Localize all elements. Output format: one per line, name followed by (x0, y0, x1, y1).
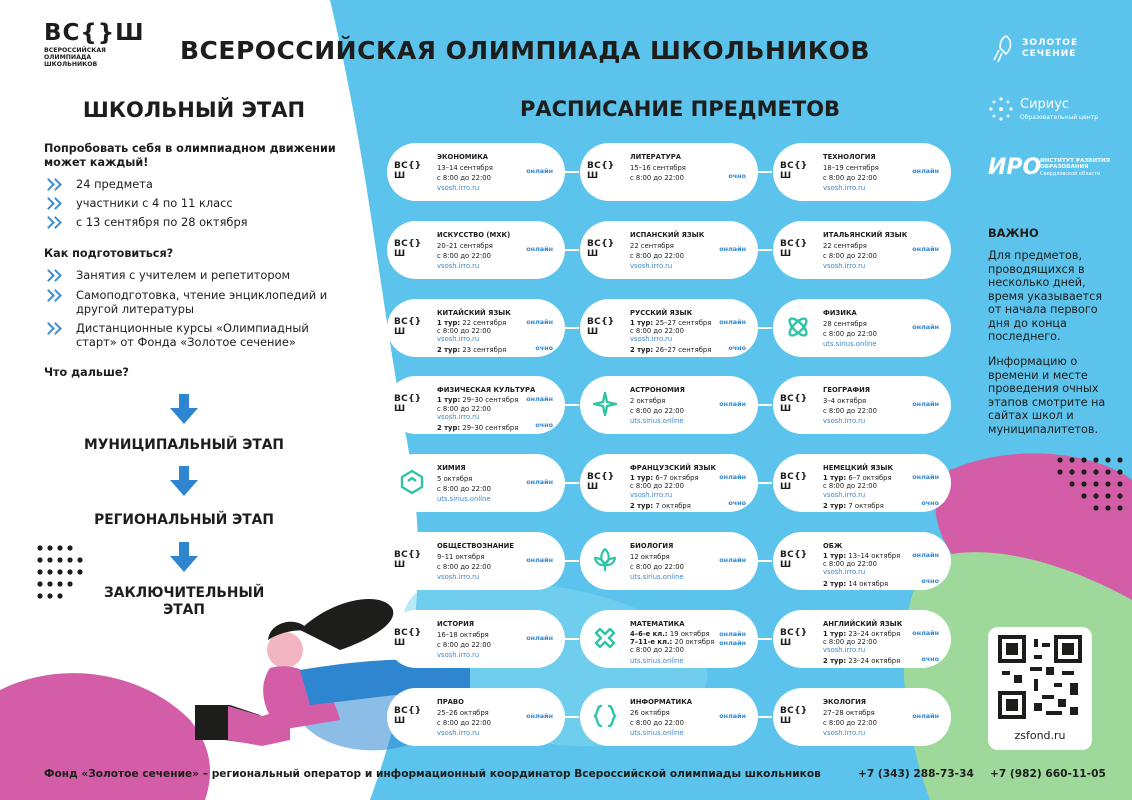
subject-card[interactable] (580, 532, 758, 590)
subject-link[interactable]: uts.sirius.online (437, 495, 491, 504)
subject-detail: 20–21 сентября (437, 241, 493, 250)
subject-name: МАТЕМАТИКА (630, 619, 685, 628)
format-badge: онлайн (526, 395, 553, 404)
subject-link[interactable]: vsosh.irro.ru (823, 646, 866, 655)
final-stage: ЗАКЛЮЧИТЕЛЬНЫЙ ЭТАП (104, 585, 265, 618)
subject-link[interactable]: vsosh.irro.ru (630, 490, 673, 499)
vsosh-logo-icon: ВС{}Ш (780, 161, 808, 181)
subject-link[interactable]: vsosh.irro.ru (437, 412, 480, 421)
subject-card[interactable] (387, 610, 565, 668)
subject-link[interactable]: vsosh.irro.ru (823, 568, 866, 577)
vsosh-logo-icon: ВС{}Ш (394, 238, 422, 259)
fact-item: с 13 сентября по 28 октября (44, 215, 344, 229)
subject-link[interactable]: uts.sirius.online (630, 728, 684, 737)
golden-section-label: ЗОЛОТОЕ СЕЧЕНИЕ (1022, 38, 1079, 59)
logo-mark: ВС{}Ш (44, 20, 145, 46)
subject-name: АСТРОНОМИЯ (630, 386, 685, 395)
card-connector (756, 482, 772, 484)
format-badge: онлайн (526, 244, 553, 253)
card-connector (563, 171, 579, 173)
iro-region: Свердловской области (1040, 171, 1101, 177)
subject-detail: с 8:00 до 22:00 (437, 251, 491, 260)
subject-link[interactable]: uts.sirius.online (823, 339, 877, 348)
important-note-2: Информацию о времени и месте проведения очных этапов смотрите на сайтах школ и муниципалитетов. (988, 355, 1106, 436)
subject-card[interactable] (387, 299, 565, 357)
format-badge: очно (728, 343, 746, 352)
subject-card[interactable] (387, 454, 565, 512)
subject-detail: с 8:00 до 22:00 (823, 560, 877, 569)
subject-detail: 2 тур: 23–24 октября (823, 657, 901, 666)
subject-detail: с 8:00 до 22:00 (630, 563, 684, 571)
subject-detail: с 8:00 до 22:00 (823, 251, 877, 260)
leaf-icon (587, 548, 623, 572)
subject-detail: с 8:00 до 22:00 (437, 174, 491, 182)
subject-detail: 15–16 сентября (630, 164, 686, 172)
qr-code-card[interactable] (988, 627, 1092, 750)
subject-card[interactable] (773, 454, 951, 512)
regional-stage: РЕГИОНАЛЬНЫЙ ЭТАП (94, 512, 274, 528)
subject-name: ОБЖ (823, 542, 843, 550)
format-badge: онлайн (912, 322, 939, 331)
subject-detail: 12 октября (630, 553, 670, 561)
subject-card[interactable] (773, 299, 951, 357)
subject-detail: 4–6-е кл.: 19 октября (630, 629, 710, 638)
subject-detail: 2 тур: 23 сентября (437, 346, 507, 355)
subject-name: ПРАВО (437, 697, 464, 706)
subject-detail: 5 октября (437, 475, 473, 484)
subject-name: ЭКОНОМИКА (437, 153, 489, 161)
subject-card[interactable] (773, 688, 951, 746)
prepare-item: Самоподготовка, чтение энциклопедий и другой литературы (44, 288, 344, 316)
subject-name: НЕМЕЦКИЙ ЯЗЫК (823, 464, 894, 473)
subject-detail: 1 тур: 6–7 октября (823, 474, 892, 483)
double-chevron-icon (44, 322, 62, 334)
subject-detail: 26 октября (630, 708, 670, 717)
subject-detail: с 8:00 до 22:00 (630, 646, 684, 655)
format-badge: онлайн (912, 711, 939, 720)
subject-detail: с 8:00 до 22:00 (437, 563, 491, 571)
subject-detail: с 8:00 до 22:00 (437, 326, 491, 335)
subject-card[interactable] (773, 221, 951, 279)
school-stage-heading: ШКОЛЬНЫЙ ЭТАП (82, 98, 306, 122)
arrow-down-icon (170, 466, 198, 496)
subject-detail: 28 сентября (823, 319, 867, 328)
subject-detail: 1 тур: 22 сентября (437, 318, 507, 327)
subject-detail: 18–19 сентября (823, 164, 879, 172)
vsosh-logo-icon: ВС{}Ш (587, 472, 615, 493)
card-connector (756, 327, 772, 329)
subject-card[interactable] (580, 610, 758, 668)
format-badge: онлайн (719, 629, 746, 638)
subject-card[interactable] (773, 532, 951, 590)
subject-detail: с 8:00 до 22:00 (823, 718, 877, 727)
vsosh-logo-icon: ВС{}Ш (394, 550, 422, 570)
subject-name: ОБЩЕСТВОЗНАНИЕ (437, 542, 514, 550)
subject-link[interactable]: vsosh.irro.ru (823, 490, 866, 499)
vsosh-logo-icon: ВС{}Ш (394, 627, 422, 648)
vsosh-logo-icon: ВС{}Ш (394, 394, 422, 415)
footer-phone-1[interactable]: +7 (343) 288-73-34 (858, 768, 974, 780)
subject-link[interactable]: vsosh.irro.ru (437, 334, 480, 343)
subject-detail: с 8:00 до 22:00 (630, 407, 684, 416)
subject-name: ИТАЛЬЯНСКИЙ ЯЗЫК (823, 230, 908, 239)
subject-name: КИТАЙСКИЙ ЯЗЫК (437, 308, 511, 317)
vsosh-logo-icon: ВС{}Ш (780, 627, 808, 648)
format-badge: онлайн (719, 556, 746, 564)
format-badge: онлайн (719, 400, 746, 409)
subject-detail: с 8:00 до 22:00 (823, 174, 877, 182)
double-chevron-icon (44, 178, 62, 190)
subject-detail: 2 тур: 14 октября (823, 579, 889, 588)
subject-name: ЭКОЛОГИЯ (823, 697, 866, 706)
subject-detail: 13–14 сентября (437, 164, 493, 172)
card-connector (756, 249, 772, 251)
arrow-down-icon (170, 542, 198, 572)
subject-card[interactable] (580, 299, 758, 357)
format-badge: онлайн (912, 551, 939, 559)
subject-detail: с 8:00 до 22:00 (630, 251, 684, 260)
fact-item: участники с 4 по 11 класс (44, 196, 344, 210)
subject-detail: с 8:00 до 22:00 (630, 482, 684, 491)
subject-detail: с 8:00 до 22:00 (437, 640, 491, 649)
format-badge: онлайн (719, 317, 746, 326)
format-badge: онлайн (912, 244, 939, 253)
subject-card[interactable] (387, 143, 565, 201)
format-badge: онлайн (526, 711, 553, 720)
subject-detail: с 8:00 до 22:00 (823, 482, 877, 491)
subject-detail: с 8:00 до 22:00 (823, 407, 877, 416)
subject-link[interactable]: uts.sirius.online (630, 573, 684, 581)
subject-detail: 16–18 октября (437, 630, 489, 639)
vsosh-logo-icon: ВС{}Ш (780, 238, 808, 259)
subject-name: ГЕОГРАФИЯ (823, 386, 870, 395)
next-question: Что дальше? (44, 366, 129, 379)
format-badge: онлайн (719, 638, 746, 647)
double-chevron-icon (44, 269, 62, 281)
subject-detail: 7–11-е кл.: 20 октября (630, 637, 715, 646)
subject-detail: 25–26 октября (437, 708, 489, 717)
double-chevron-icon (44, 289, 62, 301)
iro-sublabel: ИНСТИТУТ РАЗВИТИЯ ОБРАЗОВАНИЯ (1040, 158, 1111, 171)
subject-name: ЛИТЕРАТУРА (630, 153, 681, 161)
vsosh-logo-icon: ВС{}Ш (394, 316, 422, 337)
card-connector (563, 638, 579, 640)
logo-text: ВСЕРОССИЙСКАЯ ОЛИМПИАДА ШКОЛЬНИКОВ (44, 47, 106, 68)
card-connector (563, 327, 579, 329)
subject-card[interactable] (580, 688, 758, 746)
format-badge: онлайн (912, 400, 939, 409)
subject-link[interactable]: vsosh.irro.ru (437, 184, 480, 192)
qr-code-icon (998, 635, 1082, 719)
card-connector (756, 171, 772, 173)
schedule-heading: РАСПИСАНИЕ ПРЕДМЕТОВ (519, 97, 841, 121)
subject-detail: 27–28 октября (823, 708, 875, 717)
subject-detail: 9–11 октября (437, 553, 485, 561)
subject-card[interactable] (387, 221, 565, 279)
subject-card[interactable] (580, 376, 758, 434)
subject-detail: с 8:00 до 22:00 (437, 718, 491, 727)
subject-card[interactable] (580, 143, 758, 201)
subject-name: ИНФОРМАТИКА (630, 697, 693, 706)
subject-name: ИСТОРИЯ (437, 619, 474, 628)
important-heading: ВАЖНО (988, 226, 1039, 240)
card-connector (563, 716, 579, 718)
subject-detail: 2 тур: 7 октября (630, 501, 691, 510)
vsosh-logo-icon: ВС{}Ш (780, 705, 808, 726)
important-note-1: Для предметов, проводящихся в несколько дней, время указывается от начала первого дня до конца последнего. (988, 249, 1103, 343)
double-chevron-icon (44, 216, 62, 228)
subject-link[interactable]: vsosh.irro.ru (437, 650, 480, 659)
card-connector (756, 716, 772, 718)
subject-detail: 1 тур: 25–27 сентября (630, 318, 712, 327)
prepare-question: Как подготовиться? (44, 247, 174, 260)
format-badge: онлайн (912, 473, 939, 482)
sirius-label: Сириус (1020, 97, 1070, 112)
format-badge: очно (728, 172, 746, 180)
vsosh-logo-icon: ВС{}Ш (587, 161, 615, 181)
subject-detail: с 8:00 до 22:00 (823, 329, 877, 338)
subject-detail: с 8:00 до 22:00 (823, 637, 877, 646)
cross-icon (587, 626, 623, 650)
vsosh-logo-icon: ВС{}Ш (780, 550, 808, 570)
subject-card[interactable] (387, 376, 565, 434)
subject-card[interactable] (387, 532, 565, 590)
format-badge: онлайн (526, 478, 553, 487)
format-badge: онлайн (526, 167, 553, 175)
footer-phone-2[interactable]: +7 (982) 660-11-05 (990, 768, 1106, 780)
subject-name: ТЕХНОЛОГИЯ (823, 153, 876, 161)
hexagon-icon (394, 470, 430, 494)
card-connector (563, 404, 579, 406)
intro-text: Попробовать себя в олимпиадном движении может каждый! (44, 142, 336, 169)
card-connector (756, 638, 772, 640)
subject-name: БИОЛОГИЯ (630, 542, 674, 550)
subject-detail: 22 сентября (823, 241, 867, 250)
subject-card[interactable] (580, 454, 758, 512)
subject-detail: 2 тур: 26–27 сентября (630, 346, 712, 355)
iro-label: ИРО (988, 155, 1042, 180)
format-badge: очно (921, 499, 939, 508)
footer-text: Фонд «Золотое сечение» – региональный оператор и информационный координатор Всероссийской олимпиады школьников (44, 768, 821, 780)
subject-detail: 2 тур: 7 октября (823, 501, 884, 510)
format-badge: очно (535, 421, 553, 430)
arrow-down-icon (170, 394, 198, 424)
card-connector (756, 404, 772, 406)
subject-link[interactable]: vsosh.irro.ru (823, 184, 866, 192)
subject-card[interactable] (387, 688, 565, 746)
subject-detail: с 8:00 до 22:00 (437, 485, 491, 494)
subject-detail: 1 тур: 23–24 октября (823, 629, 901, 638)
format-badge: онлайн (526, 633, 553, 642)
format-badge: очно (535, 343, 553, 352)
subject-link[interactable]: vsosh.irro.ru (630, 334, 673, 343)
subject-link[interactable]: vsosh.irro.ru (437, 573, 480, 581)
card-connector (756, 560, 772, 562)
card-connector (563, 560, 579, 562)
format-badge: онлайн (719, 473, 746, 482)
double-chevron-icon (44, 197, 62, 209)
vsosh-logo-icon: ВС{}Ш (394, 161, 422, 181)
format-badge: очно (921, 654, 939, 663)
prepare-item: Дистанционные курсы «Олимпиадный старт» от Фонда «Золотое сечение» (44, 321, 344, 349)
format-badge: онлайн (912, 628, 939, 637)
subject-detail: с 8:00 до 22:00 (630, 326, 684, 335)
format-badge: очно (728, 499, 746, 508)
subject-detail: 3–4 октября (823, 397, 867, 406)
fact-item: 24 предмета (44, 177, 344, 191)
subject-link[interactable]: vsosh.irro.ru (630, 261, 673, 270)
subject-name: ФИЗИКА (823, 308, 857, 317)
subject-detail: 2 октября (630, 397, 666, 406)
subject-name: ХИМИЯ (437, 464, 466, 473)
subject-name: ИСКУССТВО (МХК) (437, 230, 511, 239)
olympiad-logo (44, 22, 154, 68)
format-badge: онлайн (912, 167, 939, 175)
subject-link[interactable]: vsosh.irro.ru (823, 261, 866, 270)
page-title: ВСЕРОССИЙСКАЯ ОЛИМПИАДА ШКОЛЬНИКОВ (180, 36, 870, 65)
sirius-star-icon (988, 96, 1014, 122)
subject-link[interactable]: uts.sirius.online (630, 417, 684, 426)
vsosh-logo-icon: ВС{}Ш (394, 705, 422, 726)
card-connector (563, 482, 579, 484)
subject-link[interactable]: vsosh.irro.ru (437, 261, 480, 270)
vsosh-logo-icon: ВС{}Ш (780, 472, 808, 493)
format-badge: онлайн (719, 244, 746, 253)
subject-detail: с 8:00 до 22:00 (630, 718, 684, 727)
subject-name: РУССКИЙ ЯЗЫК (630, 308, 693, 317)
atom-icon (780, 315, 816, 339)
vsosh-logo-icon: ВС{}Ш (587, 238, 615, 259)
subject-name: ИСПАНСКИЙ ЯЗЫК (630, 230, 705, 239)
subject-detail: с 8:00 до 22:00 (437, 404, 491, 413)
subject-link[interactable]: vsosh.irro.ru (823, 728, 866, 737)
subject-card[interactable] (773, 143, 951, 201)
format-badge: очно (921, 577, 939, 585)
format-badge: онлайн (526, 556, 553, 564)
subject-link[interactable]: uts.sirius.online (630, 657, 684, 666)
subject-card[interactable] (580, 221, 758, 279)
vsosh-logo-icon: ВС{}Ш (587, 316, 615, 337)
subject-name: ФИЗИЧЕСКАЯ КУЛЬТУРА (437, 386, 536, 395)
subject-name: ФРАНЦУЗСКИЙ ЯЗЫК (630, 464, 716, 473)
star-icon (587, 392, 623, 416)
subject-name: АНГЛИЙСКИЙ ЯЗЫК (823, 619, 903, 628)
braces-icon (587, 704, 623, 728)
subject-card[interactable] (773, 610, 951, 668)
format-badge: онлайн (526, 317, 553, 326)
qr-url[interactable]: zsfond.ru (1014, 729, 1066, 742)
vsosh-logo-icon: ВС{}Ш (780, 394, 808, 415)
sirius-sublabel: Образовательный центр (1020, 114, 1099, 121)
subject-link[interactable]: vsosh.irro.ru (823, 417, 866, 426)
subject-detail: 1 тур: 13–14 октября (823, 552, 901, 560)
municipal-stage: МУНИЦИПАЛЬНЫЙ ЭТАП (84, 437, 284, 453)
format-badge: онлайн (719, 711, 746, 720)
subject-detail: 2 тур: 29–30 сентября (437, 423, 519, 432)
subject-detail: 22 сентября (630, 241, 674, 250)
prepare-item: Занятия с учителем и репетитором (44, 268, 344, 282)
subject-detail: с 8:00 до 22:00 (630, 174, 684, 182)
subject-card[interactable] (773, 376, 951, 434)
card-connector (563, 249, 579, 251)
subject-detail: 1 тур: 6–7 октября (630, 474, 699, 483)
rocket-icon (990, 34, 1016, 64)
subject-link[interactable]: vsosh.irro.ru (437, 728, 480, 737)
subject-detail: 1 тур: 29–30 сентября (437, 396, 519, 405)
